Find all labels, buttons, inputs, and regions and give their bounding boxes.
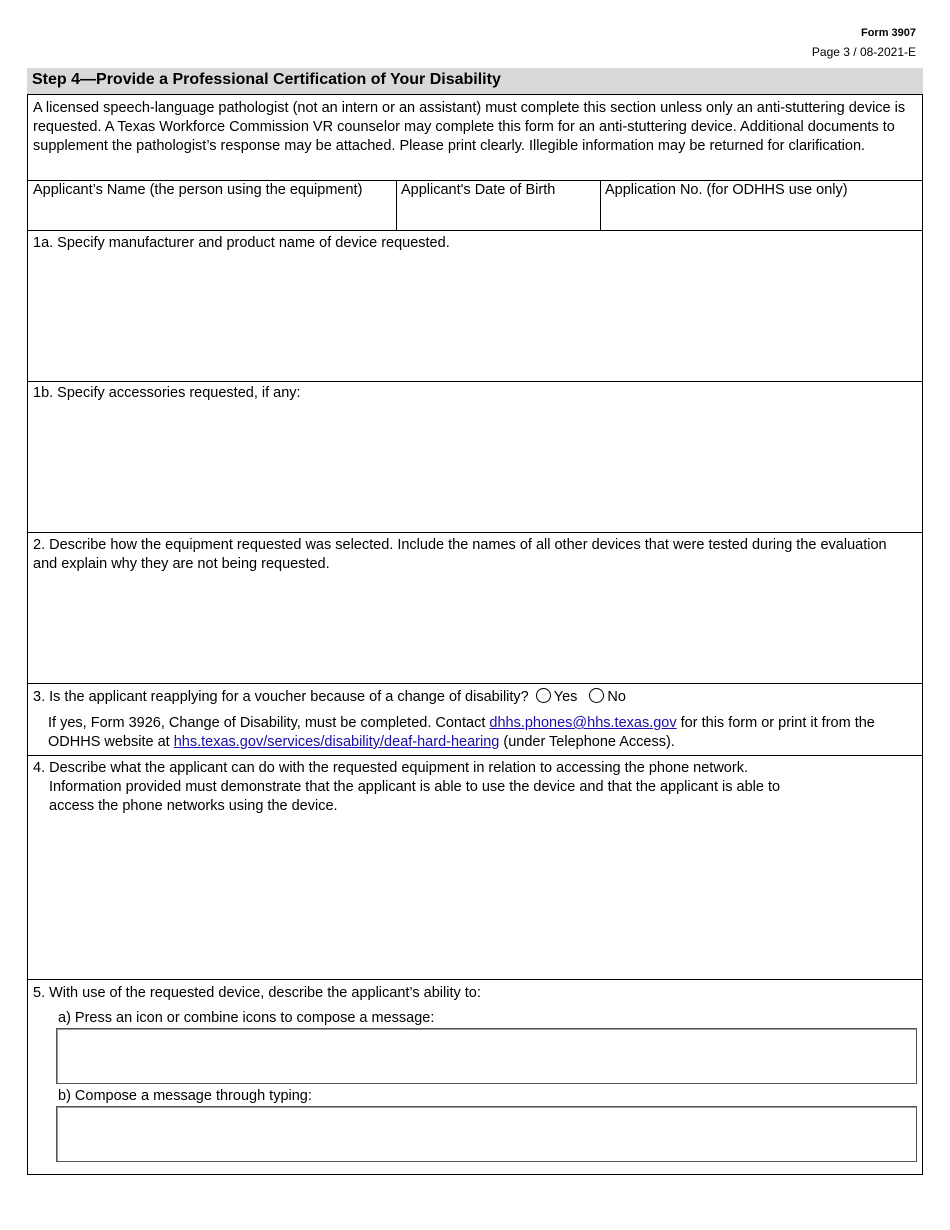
divider <box>27 683 923 684</box>
question-2: 2. Describe how the equipment requested was selected. Include the names of all other devices that were tested during the evaluation and explain why they are not being requested. <box>33 537 887 572</box>
no-label: No <box>607 689 626 705</box>
q3-note-part2: for this form or print it from the ODHHS website at <box>48 715 875 750</box>
question-3 <box>33 688 626 707</box>
question-1a: 1a. Specify manufacturer and product name of device requested. <box>33 235 450 251</box>
application-number-field[interactable] <box>601 200 921 229</box>
step-header <box>27 68 923 95</box>
equipment-selection-field[interactable] <box>28 576 922 682</box>
question-4-line2: Information provided must demonstrate that the applicant is able to use the device and that the applicant is able to <box>49 779 781 795</box>
divider <box>27 532 923 533</box>
question-5: 5. With use of the requested device, describe the applicant’s ability to: <box>33 985 481 1001</box>
form-number: Form 3907 <box>860 27 916 39</box>
applicant-dob-label: Applicant's Date of Birth <box>401 182 556 198</box>
question-5b: b) Compose a message through typing: <box>58 1088 312 1104</box>
email-link[interactable]: dhhs.phones@hhs.texas.gov <box>489 715 677 731</box>
device-requested-field[interactable] <box>28 255 922 380</box>
question-5a: a) Press an icon or combine icons to compose a message: <box>58 1010 435 1026</box>
question-4-line3: access the phone networks using the device. <box>49 798 338 814</box>
question-4-line1: 4. Describe what the applicant can do with the requested equipment in relation to accessing the phone network. <box>33 760 748 776</box>
page-info: Page 3 / 08-2021-E <box>811 45 916 59</box>
step-title: Step 4—Provide a Professional Certification of Your Disability <box>32 71 501 88</box>
yes-label: Yes <box>553 689 578 705</box>
question-3-note <box>48 714 914 752</box>
equipment-use-field[interactable] <box>28 820 922 978</box>
q3-note-part1: If yes, Form 3926, Change of Disability, must be completed. Contact <box>48 715 490 731</box>
divider <box>27 755 923 756</box>
accessories-field[interactable] <box>28 405 922 531</box>
no-radio[interactable] <box>589 688 604 703</box>
question-1b: 1b. Specify accessories requested, if any: <box>33 385 301 401</box>
typing-compose-field[interactable] <box>56 1106 917 1162</box>
divider <box>27 979 923 980</box>
yes-radio[interactable] <box>536 688 551 703</box>
applicant-name-field[interactable] <box>28 200 394 229</box>
icon-compose-field[interactable] <box>56 1028 917 1084</box>
divider <box>27 230 923 231</box>
divider <box>27 381 923 382</box>
applicant-name-label: Applicant’s Name (the person using the equipment) <box>33 182 363 198</box>
application-number-label: Application No. (for ODHHS use only) <box>605 182 848 198</box>
q3-note-part3: (under Telephone Access). <box>499 734 675 750</box>
intro-text: A licensed speech-language pathologist (not an intern or an assistant) must complete this section unless only an anti-stuttering device is requested. A Texas Workforce Commission VR counselor may complete this form for an anti-stuttering device. Additional documents to supplement the pathologist’s response may be attached. Please print clearly. Illegible information may be returned for clarification. <box>33 100 906 154</box>
website-link[interactable]: hhs.texas.gov/services/disability/deaf-hard-hearing <box>173 734 500 750</box>
applicant-dob-field[interactable] <box>397 200 599 229</box>
question-3-text: 3. Is the applicant reapplying for a voucher because of a change of disability? <box>33 689 529 705</box>
